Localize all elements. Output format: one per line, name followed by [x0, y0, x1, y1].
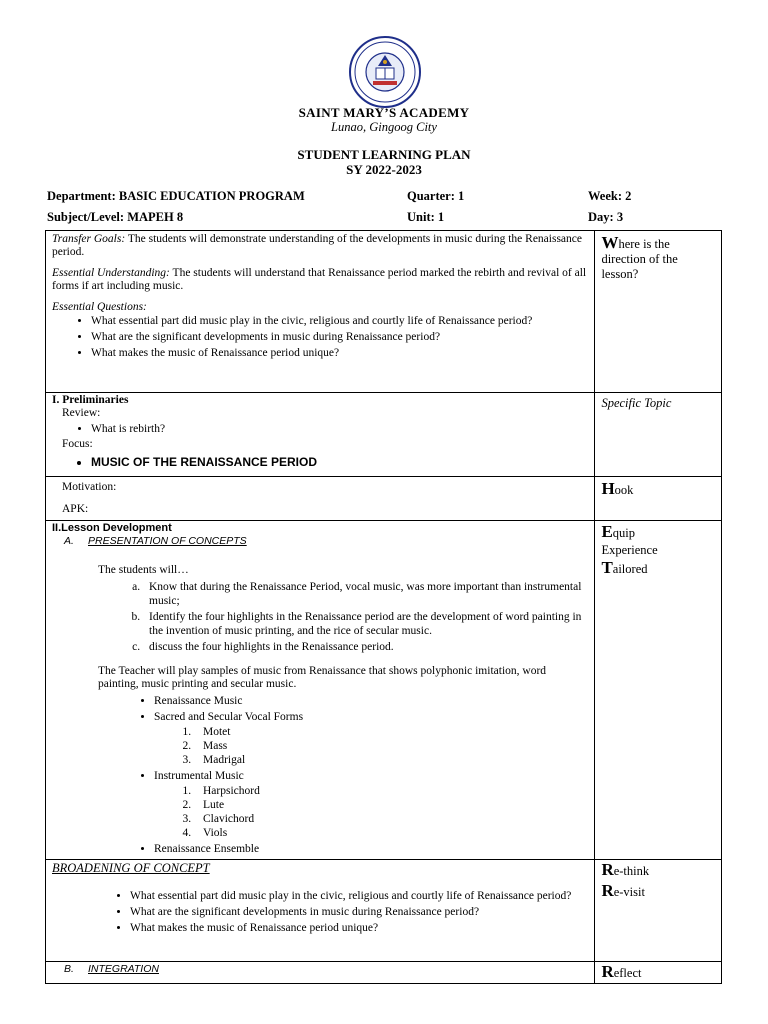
reflect-cell	[595, 962, 722, 984]
preliminaries-cell	[46, 393, 595, 477]
list-item: • What essential part did music play in the civic, religious and courtly life of Renaissance period?	[130, 889, 594, 903]
direction-cell	[595, 231, 722, 393]
essential-understanding	[46, 267, 594, 293]
school-location: Lunao, Gingoog City	[331, 120, 437, 134]
subject-field: Subject/Level: MAPEH 8	[47, 210, 184, 224]
list-item: • What are the significant developments in music during Renaissance period?	[91, 330, 594, 344]
list-item: 1. Harpsichord	[194, 784, 594, 798]
apk-label: APK:	[62, 503, 89, 515]
motivation-label: Motivation:	[62, 481, 117, 493]
direction-label: Where is the direction of the lesson?	[601, 233, 678, 281]
integration-cell	[46, 962, 595, 984]
hook-cell	[595, 477, 722, 521]
equip-label: Equip	[601, 522, 636, 541]
week-field: Week: 2	[588, 189, 632, 203]
list-item: • Sacred and Secular Vocal Forms 1. Motet 2. Mass 3. Madrigal	[154, 710, 594, 767]
list-item: 1. Motet	[194, 725, 594, 739]
review-list	[46, 422, 594, 436]
focus-label: Focus:	[62, 438, 93, 450]
list-item: 3. Clavichord	[194, 812, 594, 826]
list-item: 2. Mass	[194, 739, 594, 753]
school-year: SY 2022-2023	[346, 162, 422, 177]
preliminaries-title: I. Preliminaries	[52, 394, 129, 406]
rethink-cell	[595, 860, 722, 962]
list-item: 4. Viols	[194, 826, 594, 840]
lesson-development-cell	[46, 521, 595, 860]
rethink-label: Re-think	[601, 860, 650, 879]
list-item: • What makes the music of Renaissance period unique?	[130, 921, 594, 935]
broadening-title: BROADENING OF CONCEPT	[52, 861, 210, 875]
essential-understanding-text: The students will understand that Renaissance period marked the rebirth and revival of all forms if art including music.	[52, 267, 587, 292]
unit-field: Unit: 1	[407, 210, 445, 224]
list-item: • What makes the music of Renaissance period unique?	[91, 346, 594, 360]
essential-questions-list	[46, 314, 594, 360]
integration-heading: B. INTEGRATION	[64, 963, 159, 975]
list-item: • Renaissance Music	[154, 694, 594, 708]
school-logo	[340, 36, 430, 108]
list-item: • Instrumental Music 1. Harpsichord 2. Lute 3. Clavichord 4. Viols	[154, 769, 594, 840]
transfer-goals	[46, 233, 594, 259]
list-item: • What is rebirth?	[91, 422, 594, 436]
lesson-development-row	[46, 521, 722, 860]
school-name: SAINT MARY’S ACADEMY	[298, 105, 470, 120]
preliminaries-row	[46, 393, 722, 477]
lesson-development-title: II.Lesson Development	[52, 522, 172, 534]
rethink-labels	[595, 860, 721, 902]
broadening-row	[46, 860, 722, 962]
list-item: 2. Lute	[194, 798, 594, 812]
goals-row	[46, 231, 722, 393]
experience-label: Experience	[601, 543, 658, 557]
hook-label: Hook	[601, 479, 634, 498]
presentation-heading: A. PRESENTATION OF CONCEPTS	[64, 535, 247, 547]
broadening-cell	[46, 860, 595, 962]
list-item: c. discuss the four highlights in the Renaissance period.	[143, 640, 594, 654]
document-title: STUDENT LEARNING PLAN	[297, 147, 471, 162]
instruments-list	[154, 784, 594, 840]
reflect-label: Reflect	[601, 962, 642, 981]
revisit-label: Re-visit	[601, 881, 645, 900]
vocal-forms-list	[154, 725, 594, 767]
list-item: • What essential part did music play in the civic, religious and courtly life of Renaissance period?	[91, 314, 594, 328]
review-label: Review:	[62, 407, 101, 419]
list-item: • What are the significant developments in music during Renaissance period?	[130, 905, 594, 919]
motivation-cell	[46, 477, 595, 521]
objectives-list	[46, 580, 594, 654]
students-will: The students will…	[98, 564, 189, 576]
broadening-questions-list	[46, 889, 594, 935]
transfer-goals-label: Transfer Goals:	[52, 233, 126, 245]
specific-topic-label: Specific Topic	[601, 396, 672, 410]
integration-row	[46, 962, 722, 984]
equip-labels	[595, 521, 721, 580]
equip-cell	[595, 521, 722, 860]
teacher-text: The Teacher will play samples of music from Renaissance that shows polyphonic imitation, word painting, music printing and secular music.	[98, 665, 547, 690]
tailored-label: Tailored	[601, 558, 648, 577]
list-item: b. Identify the four highlights in the Renaissance period are the development of word painting in the invention of music printing, and the rice of secular music.	[143, 610, 594, 638]
list-item: 3. Madrigal	[194, 753, 594, 767]
day-field: Day: 3	[588, 210, 624, 224]
essential-understanding-label: Essential Understanding:	[52, 267, 170, 279]
motivation-row	[46, 477, 722, 521]
specific-topic-cell	[595, 393, 722, 477]
focus-list	[46, 455, 594, 469]
department-field: Department: BASIC EDUCATION PROGRAM	[47, 189, 305, 203]
lesson-plan-table	[45, 230, 722, 984]
goals-cell	[46, 231, 595, 393]
list-item: a. Know that during the Renaissance Period, vocal music, was more important than instrumental music;	[143, 580, 594, 608]
list-item: • Renaissance Ensemble	[154, 842, 594, 856]
transfer-goals-text: The students will demonstrate understanding of the developments in music during the Renaissance period.	[52, 233, 582, 258]
quarter-field: Quarter: 1	[407, 189, 465, 203]
essential-questions-label: Essential Questions:	[52, 301, 147, 313]
topics-list	[46, 694, 594, 856]
list-item: • MUSIC OF THE RENAISSANCE PERIOD	[91, 455, 594, 469]
